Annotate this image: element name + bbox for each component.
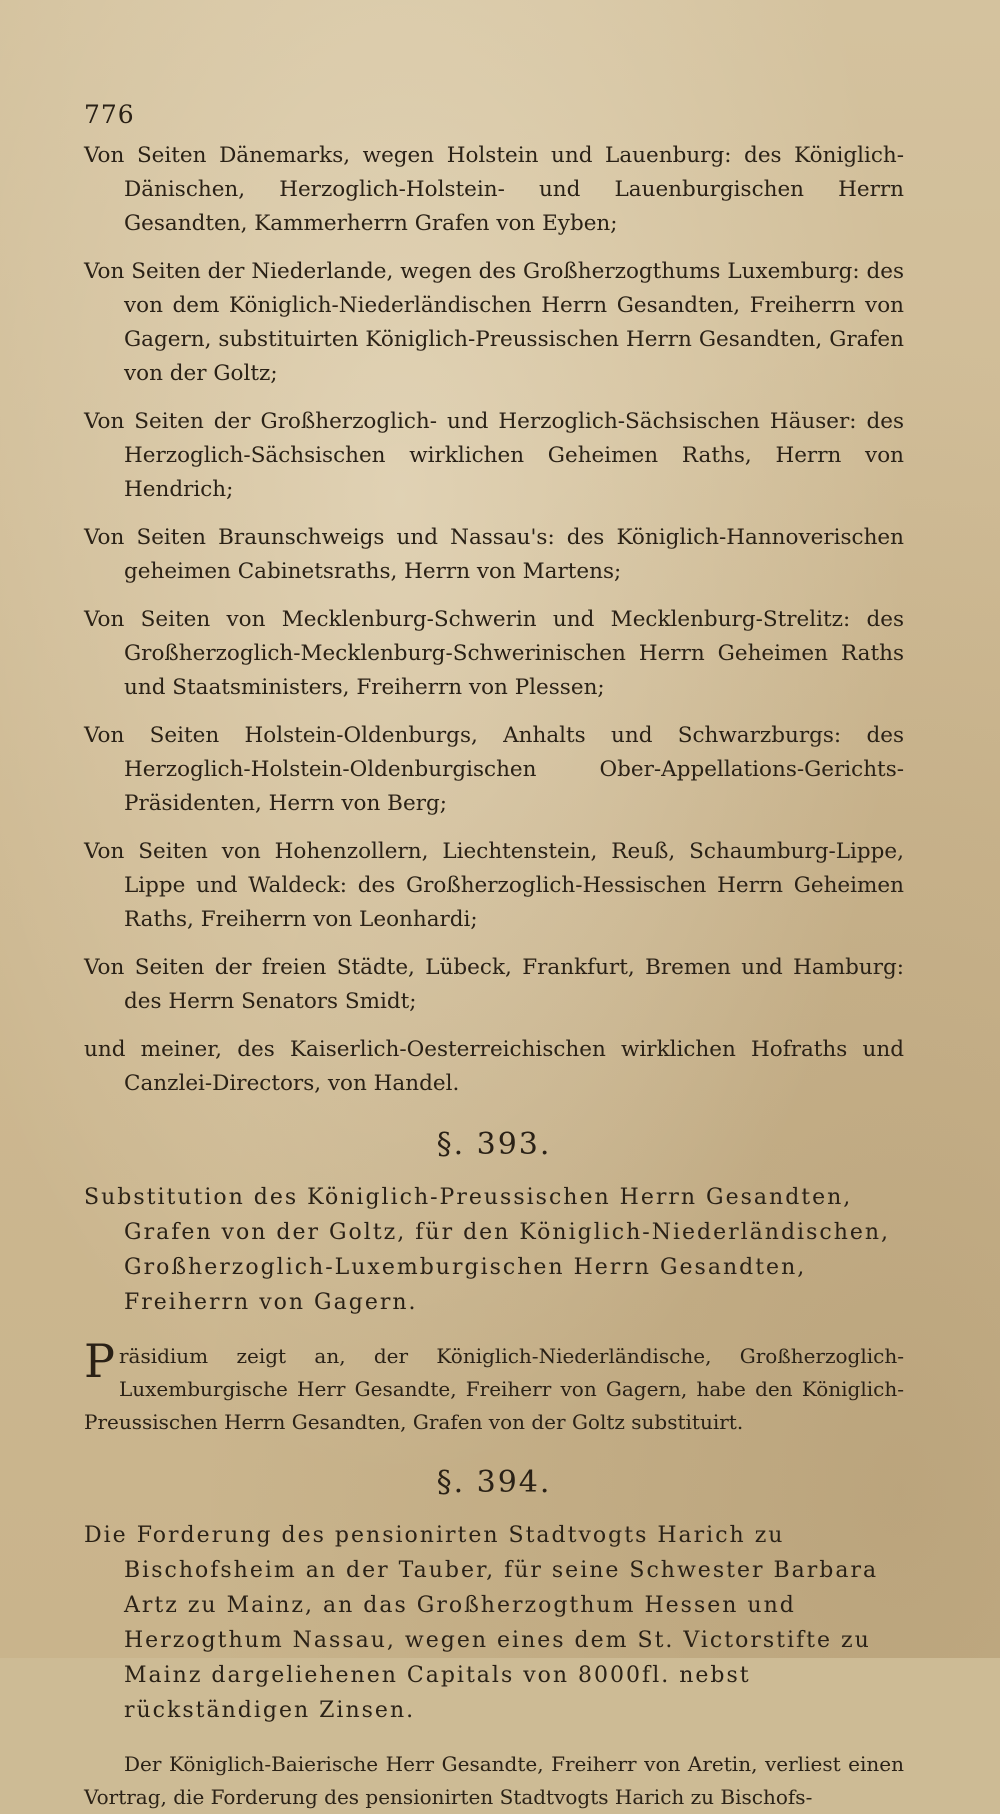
section-body-text-393: räsidium zeigt an, der Königlich-Niederländische, Großherzoglich-Luxemburgische Herr Gesandte, Freiherr von Gagern, habe den Königlich-Preussischen Herrn Gesandten, Grafen von der Goltz substituirt. [84, 1344, 904, 1434]
section-title-393: Substitution des Königlich-Preussischen Herrn Gesandten, Grafen von der Goltz, für den Königlich-Niederländischen, Großherzoglich-Luxemburgischen Herrn Gesandten, Freiherrn von Gagern. [84, 1185, 891, 1315]
delegate-paragraph: Von Seiten Braunschweigs und Nassau's: des Königlich-Hannoverischen geheimen Cabinetsraths, Herrn von Martens; [84, 525, 904, 584]
delegate-paragraph: und meiner, des Kaiserlich-Oesterreichischen wirklichen Hofraths und Canzlei-Directors, von Handel. [84, 1037, 904, 1096]
page-number: 776 [84, 100, 135, 129]
section-body-393 [84, 1334, 904, 1439]
section-heading-394: §. 394. [436, 1465, 552, 1500]
delegate-paragraph: Von Seiten der Großherzoglich- und Herzoglich-Sächsischen Häuser: des Herzoglich-Sächsischen wirklichen Geheimen Raths, Herrn von Hendrich; [84, 409, 904, 502]
delegate-paragraph: Von Seiten von Hohenzollern, Liechtenstein, Reuß, Schaumburg-Lippe, Lippe und Waldeck: des Großherzoglich-Hessischen Herrn Geheimen Raths, Freiherrn von Leonhardi; [84, 839, 904, 932]
section-body-394: Der Königlich-Baierische Herr Gesandte, Freiherr von Aretin, verliest einen Vortrag, die Forderung des pensionirten Stadtvogts Harich zu Bischofs- [84, 1752, 904, 1809]
delegate-paragraph: Von Seiten Holstein-Oldenburgs, Anhalts und Schwarzburgs: des Herzoglich-Holstein-Oldenburgischen Ober-Appellations-Gerichts-Präsidenten, Herrn von Berg; [84, 723, 904, 816]
drop-cap: P [84, 1334, 115, 1388]
delegate-paragraph: Von Seiten der freien Städte, Lübeck, Frankfurt, Bremen und Hamburg: des Herrn Senators Smidt; [84, 955, 904, 1014]
delegate-paragraph: Von Seiten Dänemarks, wegen Holstein und Lauenburg: des Königlich-Dänischen, Herzoglich-Holstein- und Lauenburgischen Herrn Gesandten, Kammerherrn Grafen von Eyben; [84, 143, 904, 236]
delegate-paragraph: Von Seiten von Mecklenburg-Schwerin und Mecklenburg-Strelitz: des Großherzoglich-Mecklenburg-Schwerinischen Herrn Geheimen Raths und Staatsministers, Freiherrn von Plessen; [84, 607, 904, 700]
section-title-394: Die Forderung des pensionirten Stadtvogts Harich zu Bischofsheim an der Tauber, für seine Schwester Barbara Artz zu Mainz, an das Großherzogthum Hessen und Herzogthum Nassau, wegen eines dem St. Victorstifte zu Mainz dargeliehenen Capitals von 8000fl. nebst rückständigen Zinsen. [84, 1523, 879, 1723]
section-heading-393: §. 393. [436, 1127, 552, 1162]
delegate-paragraph: Von Seiten der Niederlande, wegen des Großherzogthums Luxemburg: des von dem Königlich-Niederländischen Herrn Gesandten, Freiherrn von Gagern, substituirten Königlich-Preussischen Herrn Gesandten, Grafen von der Goltz; [84, 259, 904, 386]
